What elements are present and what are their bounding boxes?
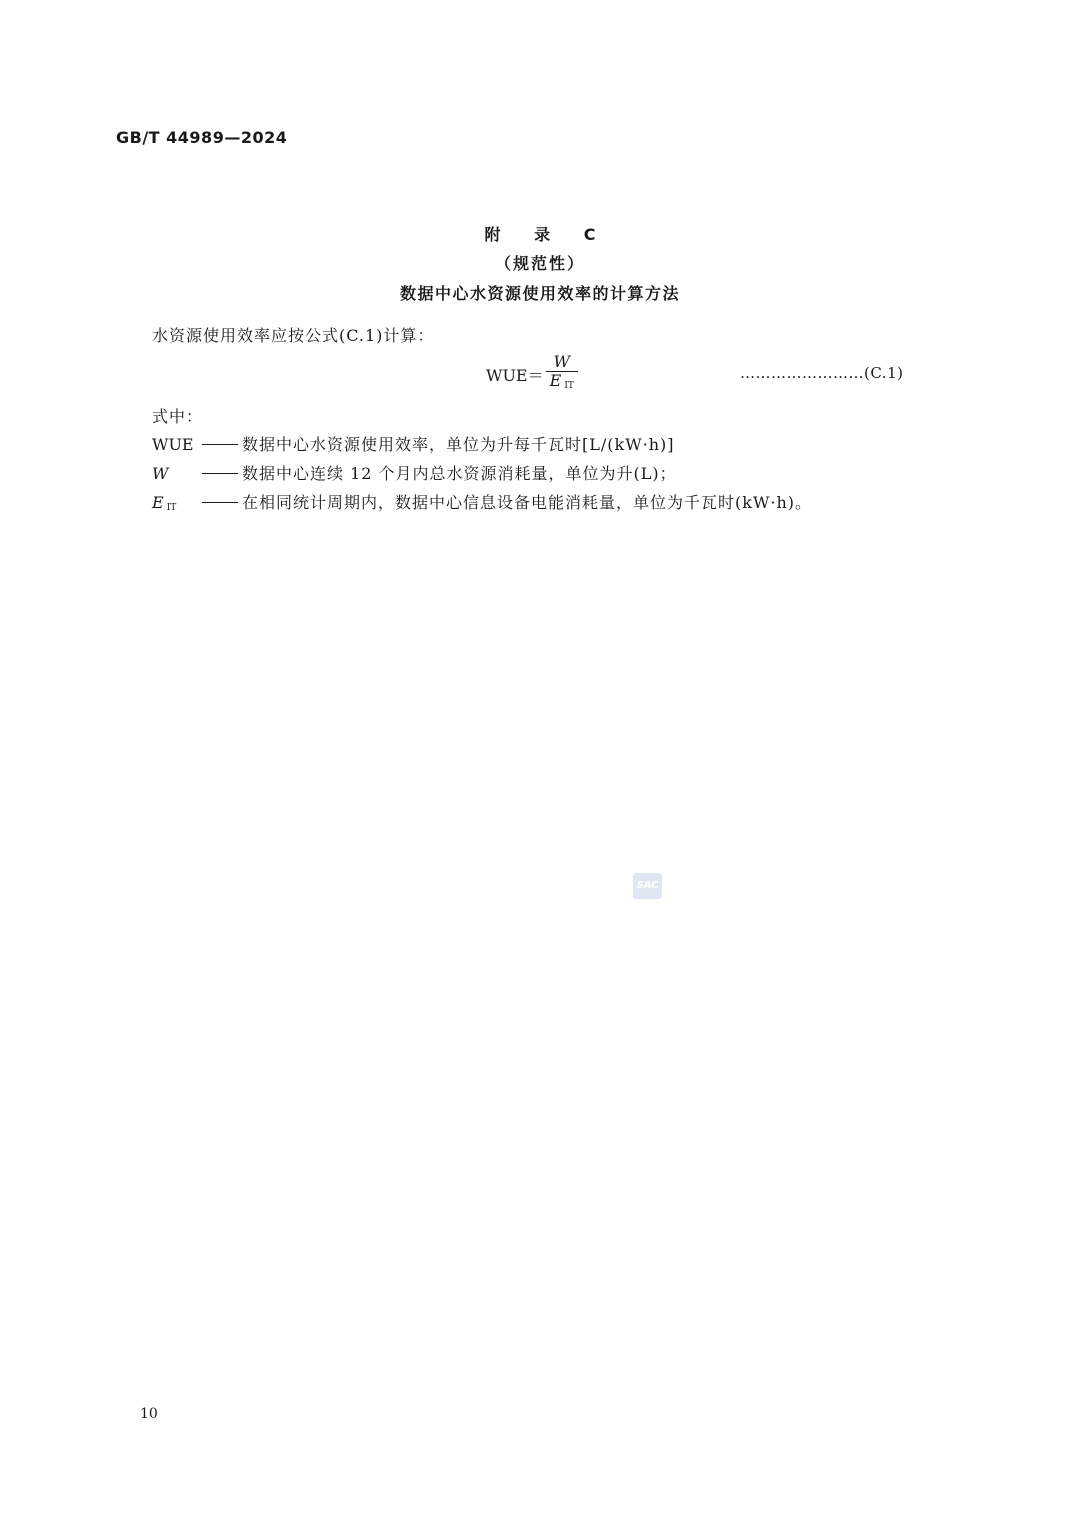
definition-row	[152, 490, 812, 513]
equation-number: ……………………(C.1)	[740, 364, 904, 382]
document-id: GB/T 44989—2024	[116, 128, 288, 147]
denominator-symbol: E	[549, 371, 562, 390]
definition-dash	[202, 473, 238, 474]
symbol-subscript: IT	[166, 503, 177, 513]
definition-symbol	[152, 493, 202, 513]
annex-type: （规范性）	[494, 254, 585, 273]
formula-lhs: WUE＝	[486, 365, 544, 385]
definition-symbol: WUE	[152, 435, 194, 454]
definition-dash	[202, 502, 238, 503]
definition-row	[152, 432, 675, 455]
where-label: 式中：	[152, 407, 204, 426]
sac-watermark-logo: SAC	[633, 873, 662, 899]
definition-text: 数据中心水资源使用效率，单位为升每千瓦时[L/(kW·h)]	[242, 435, 675, 454]
formula-denominator	[546, 372, 578, 395]
annex-title: 附 录 C	[484, 225, 610, 244]
intro-text: 水资源使用效率应按公式(C.1)计算：	[152, 326, 435, 345]
denominator-subscript: IT	[564, 381, 574, 391]
symbol-letter: E	[152, 493, 164, 512]
definition-text: 在相同统计周期内，数据中心信息设备电能消耗量，单位为千瓦时(kW·h)。	[242, 493, 813, 512]
definition-row	[152, 461, 677, 484]
definition-symbol: W	[152, 464, 169, 483]
definition-dash	[202, 444, 238, 445]
formula-numerator: W	[553, 352, 570, 371]
page-number: 10	[140, 1406, 158, 1422]
annex-name: 数据中心水资源使用效率的计算方法	[399, 284, 680, 303]
formula-fraction	[546, 353, 578, 395]
definition-text: 数据中心连续 12 个月内总水资源消耗量，单位为升(L)；	[242, 464, 677, 483]
formula	[486, 352, 578, 396]
